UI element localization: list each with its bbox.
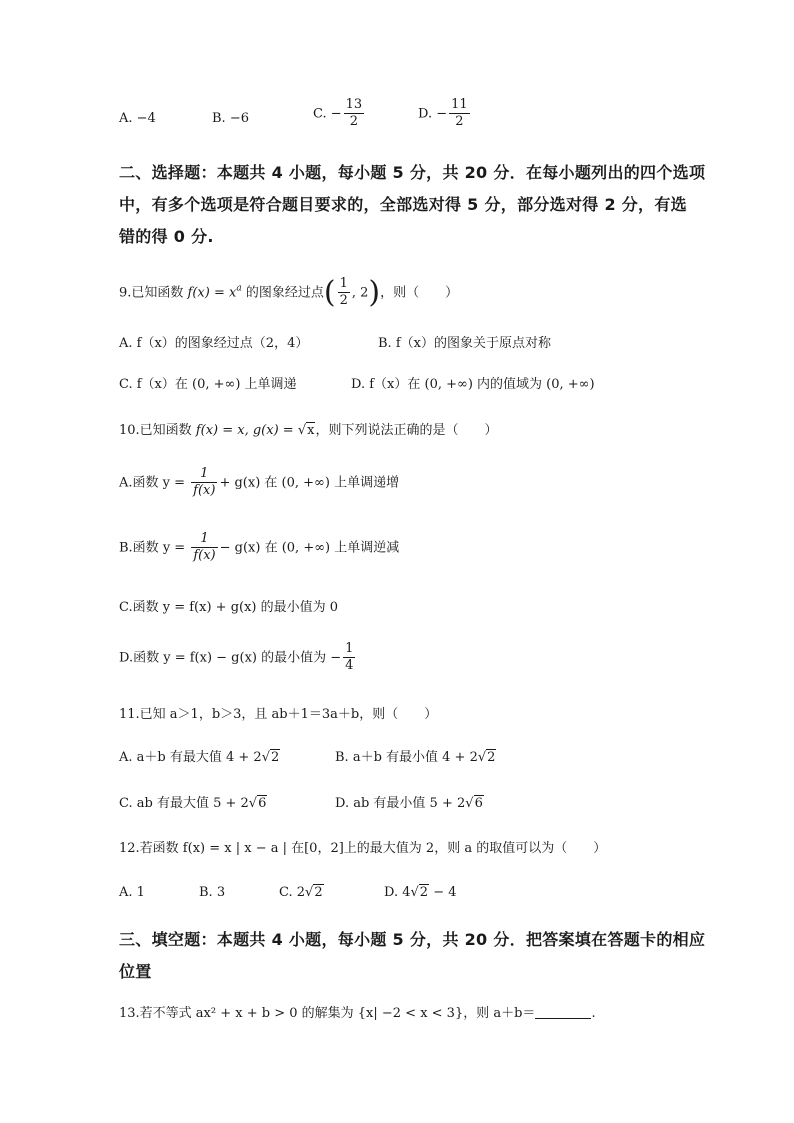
q12-option-b: B. 3 (199, 885, 226, 900)
sqrt-symbol: √2 (305, 885, 323, 900)
section-2-heading-line-3: 错的得 0 分. (119, 227, 214, 246)
sqrt-symbol: √6 (465, 796, 483, 811)
question-10-option-b: B.函数 y = $\frac{1}{f(x)}$ − g(x) 在 (0, +∞) 上单调逆减 (119, 531, 400, 563)
q8-option-c: C. − $\frac{13}{2}$ (313, 97, 363, 129)
sqrt-symbol: √2 (261, 750, 280, 765)
q9-option-d: D. f（x）在 (0, +∞) 内的值域为 (0, +∞) (351, 377, 595, 392)
sqrt-symbol: √2 (477, 750, 496, 765)
sqrt-symbol: √2 (410, 885, 429, 900)
fraction: $\frac{1}{f(x)}$ (193, 466, 216, 498)
sqrt-symbol: √6 (248, 796, 267, 811)
q9-option-c: C. f（x）在 (0, +∞) 上单调递 (119, 377, 297, 392)
q12-option-d: D. 4√2 − 4 (384, 885, 457, 900)
question-12-stem: 12.若函数 f(x) = x | x − a | 在[0，2]上的最大值为 2，则 a 的取值可以为（ ） (119, 841, 607, 856)
q11-option-c: C. ab 有最大值 5 + 2√6 (119, 796, 267, 811)
section-2-heading-line-2: 中，有多个选项是符合题目要求的，全部选对得 5 分，部分选对得 2 分，有选 (119, 195, 687, 214)
q9-option-a: A. f（x）的图象经过点（2，4） (119, 336, 309, 351)
q11-option-d: D. ab 有最小值 5 + 2√6 (335, 796, 483, 811)
fraction: $\frac{13}{2}$ (345, 97, 363, 129)
q12-option-c: C. 2√2 (279, 885, 323, 900)
fraction: $\frac{11}{2}$ (451, 97, 468, 129)
q9-option-b: B. f（x）的图象关于原点对称 (378, 336, 551, 351)
fraction: $\frac{1}{4}$ (345, 641, 354, 673)
section-2-heading-line-1: 二、选择题：本题共 4 小题，每小题 5 分，共 20 分．在每小题列出的四个选项 (119, 163, 706, 182)
q8-option-b: B. −6 (212, 111, 249, 126)
q11-option-b: B. a＋b 有最小值 4 + 2√2 (335, 750, 496, 765)
sqrt-symbol: √x (297, 423, 315, 438)
question-11-stem: 11.已知 a＞1，b＞3，且 ab＋1＝3a＋b，则（ ） (119, 707, 438, 722)
question-10-stem: 10.已知函数 f(x) = x, g(x) = √x，则下列说法正确的是（ ） (119, 423, 498, 438)
question-10-option-a: A.函数 y = $\frac{1}{f(x)}$ + g(x) 在 (0, +∞) 上单调递增 (119, 466, 400, 498)
q12-option-a: A. 1 (119, 885, 145, 900)
answer-blank[interactable] (535, 1006, 591, 1019)
question-9-stem: 9.已知函数 $f(x) = x^a$ 的图象经过点( $\frac{1}{2}$ , 2)，则（ ） (119, 274, 459, 310)
q8-option-d: D. − $\frac{11}{2}$ (418, 97, 468, 129)
question-10-option-c: C.函数 y = f(x) + g(x) 的最小值为 0 (119, 600, 339, 615)
section-3-heading-line-2: 位置 (119, 962, 152, 981)
q11-option-a: A. a＋b 有最大值 4 + 2√2 (119, 750, 280, 765)
q8-option-a: A. −4 (119, 111, 156, 126)
question-10-option-d: D.函数 y = f(x) − g(x) 的最小值为 − $\frac{1}{4}$ (119, 641, 354, 673)
fraction: $\frac{1}{f(x)}$ (193, 531, 216, 563)
section-3-heading-line-1: 三、填空题：本题共 4 小题，每小题 5 分，共 20 分．把答案填在答题卡的相应 (119, 930, 706, 949)
fraction: $\frac{1}{2}$ (339, 276, 348, 308)
question-13-stem: 13.若不等式 ax² + x + b > 0 的解集为 {x| −2 < x < 3}，则 a＋b＝ . (119, 1006, 596, 1021)
